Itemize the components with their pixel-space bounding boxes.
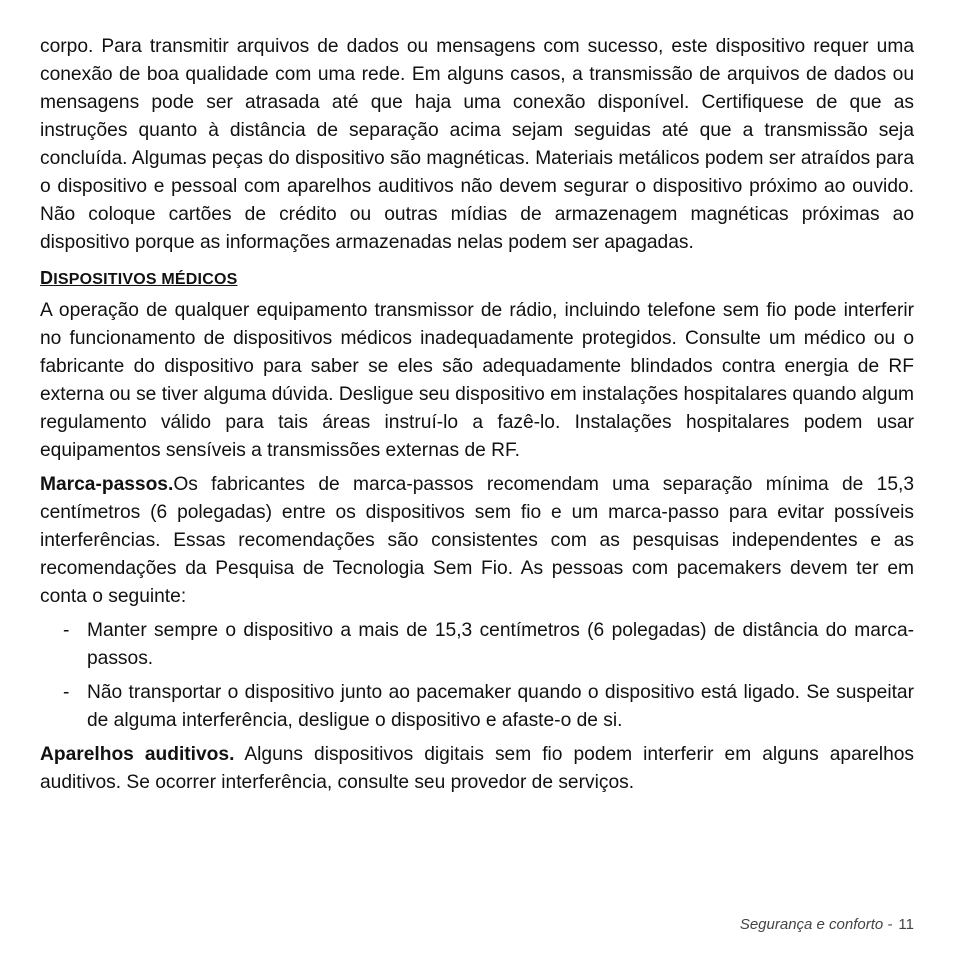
section-heading-rest: ISPOSITIVOS MÉDICOS — [53, 271, 238, 288]
hearing-aids-paragraph — [40, 741, 914, 797]
page-footer — [740, 916, 914, 933]
list-item — [40, 679, 914, 735]
bullet-dash: - — [63, 682, 70, 703]
section-heading-initial: D — [40, 268, 54, 288]
pacemakers-text: Os fabricantes de marca-passos recomendam uma separação mínima de 15,3 centímetros (6 polegadas) entre os dispositivos sem fio e um marca-passo para evitar possíveis interferências. Essas recomendações são consistentes com as pesquisas independentes e as recomendações da Pesquisa de Tecnologia Sem Fio. As pessoas com pacemakers devem ter em conta o seguinte: — [40, 474, 914, 607]
pacemaker-guidelines-list — [40, 617, 914, 735]
intro-paragraph: corpo. Para transmitir arquivos de dados ou mensagens com sucesso, este dispositivo requer uma conexão de boa qualidade com uma rede. Em alguns casos, a transmissão de arquivos de dados ou mensagens pode ser atrasada até que haja uma conexão disponível. Certifiquese de que as instruções quanto à distância de separação acima sejam seguidas até que a transmissão seja concluída. Algumas peças do dispositivo são magnéticas. Materiais metálicos podem ser atraídos para o dispositivo e pessoal com aparelhos auditivos não devem segurar o dispositivo próximo ao ouvido. Não coloque cartões de crédito ou outras mídias de armazenagem magnéticas próximas ao dispositivo porque as informações armazenadas nelas podem ser apagadas. — [40, 36, 914, 253]
list-item-text: Não transportar o dispositivo junto ao pacemaker quando o dispositivo está ligado. Se suspeitar de alguma interferência, desligue o dispositivo e afaste-o de si. — [87, 682, 914, 731]
section-heading-medical-devices — [40, 267, 914, 291]
footer-section-name: Segurança e conforto - — [739, 916, 893, 933]
page-number: 11 — [898, 916, 914, 933]
pacemakers-lead: Marca-passos. — [40, 474, 174, 495]
hearing-aids-text: Alguns dispositivos digitais sem fio podem interferir em alguns aparelhos auditivos. Se ocorrer interferência, consulte seu provedor de serviços. — [40, 744, 915, 793]
bullet-dash: - — [63, 620, 70, 641]
pacemakers-paragraph — [40, 471, 914, 611]
medical-devices-paragraph: A operação de qualquer equipamento transmissor de rádio, incluindo telefone sem fio pode interferir no funcionamento de dispositivos médicos inadequadamente protegidos. Consulte um médico ou o fabricante do dispositivo para saber se eles são adequadamente blindados contra energia de RF externa ou se tiver alguma dúvida. Desligue seu dispositivo em instalações hospitalares quando algum regulamento válido para tais áreas instruí-lo a fazê-lo. Instalações hospitalares podem usar equipamentos sensíveis a transmissões externas de RF. — [40, 300, 914, 461]
page-body — [40, 33, 914, 803]
list-item — [40, 617, 914, 673]
list-item-text: Manter sempre o dispositivo a mais de 15,3 centímetros (6 polegadas) de distância do marca-passos. — [87, 620, 914, 669]
hearing-aids-lead: Aparelhos auditivos. — [40, 744, 235, 765]
